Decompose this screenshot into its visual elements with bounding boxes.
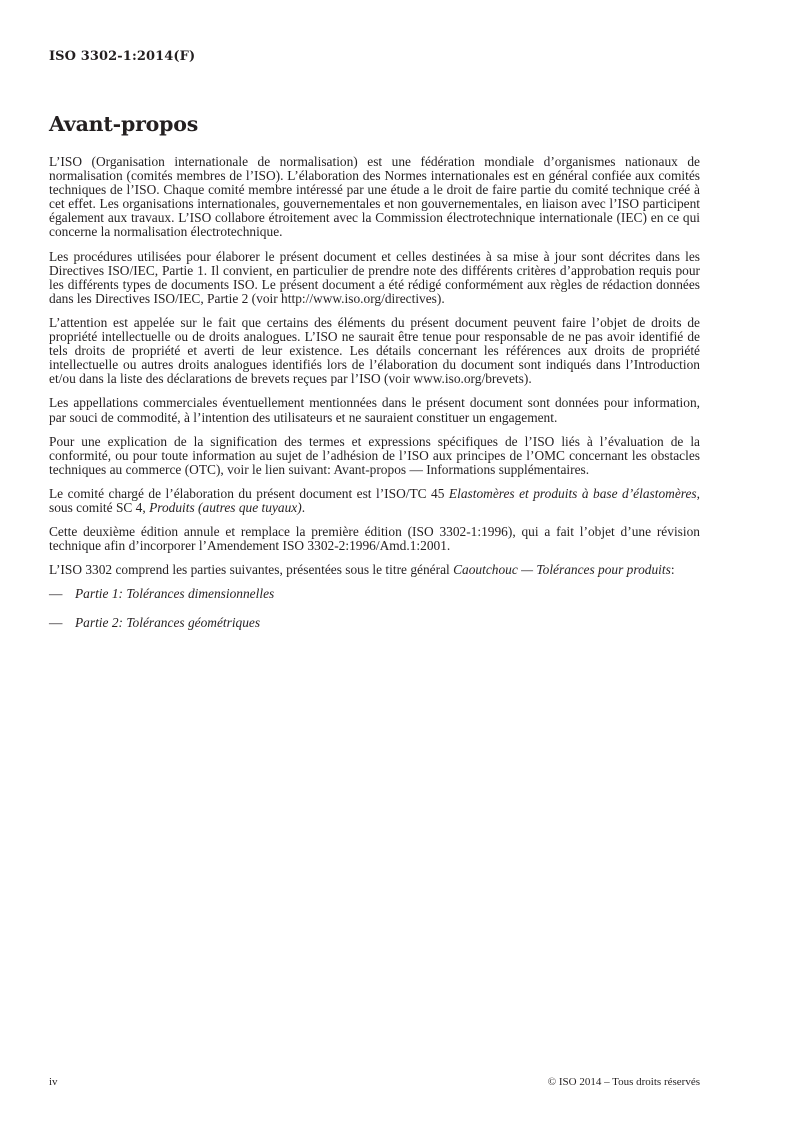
paragraph-iso-overview: L’ISO (Organisation internationale de normalisation) est une fédération mondiale d’organismes nationaux de normalisation (comités membres de l’ISO). L’élaboration des Normes internationales est en général confiée aux comités techniques de l’ISO. Chaque comité membre intéressé par une étude a le droit de faire partie du comité technique créé à cet effet. Les organisations internationales, gouvernementales et non gouvernementales, en liaison avec l’ISO participent également aux travaux. L’ISO collabore étroitement avec la Commission électrotechnique internationale (IEC) en ce qui concerne la normalisation électrotechnique. xyxy=(49,154,700,240)
subcommittee-text: , sous comité SC 4, xyxy=(49,485,700,515)
paragraph-procedures: Les procédures utilisées pour élaborer le présent document et celles destinées à sa mise à jour sont décrites dans les Directives ISO/IEC, Partie 1. Il convient, en particulier de prendre note des différents critères d’approbation requis pour les différents types de documents ISO. Le présent document a été rédigé conformément aux règles de rédaction données dans les Directives ISO/IEC, Partie 2 (voir http://www.iso.org/directives). xyxy=(49,248,700,306)
list-item xyxy=(49,616,700,630)
copyright-notice: © ISO 2014 – Tous droits réservés xyxy=(547,1076,700,1088)
parts-intro-text: L’ISO 3302 comprend les parties suivantes, présentées sous le titre général xyxy=(49,562,454,578)
list-item xyxy=(49,587,700,601)
list-item-text: Partie 2: Tolérances géométriques xyxy=(75,615,261,631)
list-item-text: Partie 1: Tolérances dimensionnelles xyxy=(75,586,275,602)
section-heading: Avant-propos xyxy=(49,112,199,136)
body-text xyxy=(49,155,700,646)
paragraph-trade-names: Les appellations commerciales éventuellement mentionnées dans le présent document sont données pour information, par souci de commodité, à l’intention des utilisateurs et ne sauraient constituer un engagement. xyxy=(49,395,700,425)
committee-title: Elastomères et produits à base d’élastomères xyxy=(448,485,697,501)
paragraph-conformity: Pour une explication de la signification des termes et expressions spécifiques de l’ISO liés à l’évaluation de la conformité, ou pour toute information au sujet de l’adhésion de l’ISO aux principes de l’OMC concernant les obstacles techniques au commerce (OTC), voir le lien suivant: Avant-propos — Informations supplémentaires. xyxy=(49,433,700,477)
paragraph-edition: Cette deuxième édition annule et remplace la première édition (ISO 3302-1:1996), qui a fait l’objet d’une révision technique afin d’incorporer l’Amendement ISO 3302-2:1996/Amd.1:2001. xyxy=(49,524,700,554)
committee-text: Le comité chargé de l’élaboration du présent document est l’ISO/TC 45 xyxy=(49,485,449,501)
paragraph-parts xyxy=(49,563,700,577)
document-id: ISO 3302-1:2014(F) xyxy=(49,49,196,64)
general-title: Caoutchouc — Tolérances pour produits xyxy=(453,562,671,578)
committee-period: . xyxy=(301,499,306,515)
paragraph-committee xyxy=(49,487,700,515)
page-number: iv xyxy=(49,1076,58,1088)
paragraph-patent-rights: L’attention est appelée sur le fait que certains des éléments du présent document peuvent faire l’objet de droits de propriété intellectuelle ou de droits analogues. L’ISO ne saurait être tenue pour responsable de ne pas avoir identifié de tels droits de propriété et averti de leur existence. Les détails concernant les références aux droits de propriété intellectuelle ou autres droits analogues identifiés lors de l’élaboration du document sont indiqués dans l’Introduction et/ou dans la liste des déclarations de brevets reçues par l’ISO (voir www.iso.org/brevets). xyxy=(49,314,700,387)
parts-colon: : xyxy=(670,562,675,578)
list-dash: — xyxy=(49,615,63,631)
subcommittee-title: Produits (autres que tuyaux) xyxy=(149,499,302,515)
list-dash: — xyxy=(49,586,63,602)
